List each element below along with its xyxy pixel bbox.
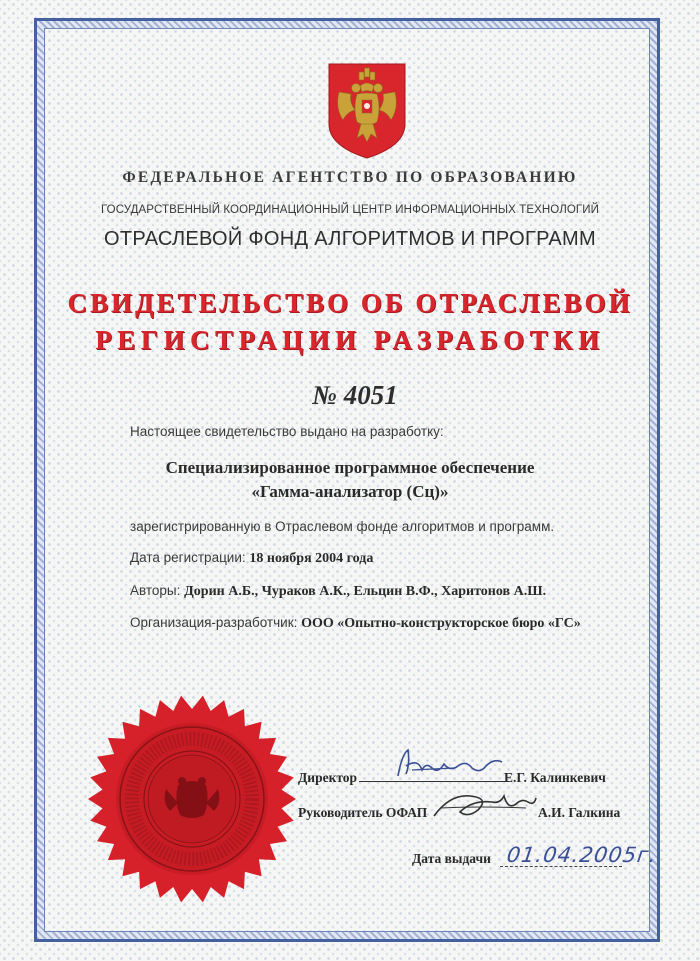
software-name-line2: «Гамма-анализатор (Сц)» [251, 482, 449, 501]
coat-of-arms-icon [327, 62, 407, 160]
registration-date-label: Дата регистрации: [130, 550, 246, 565]
director-name: Е.Г. Калинкевич [504, 770, 606, 785]
authors-label: Авторы: [130, 583, 181, 598]
organization-row [130, 615, 581, 632]
authors-value: Дорин А.Б., Чураков А.К., Ельцин В.Ф., Харитонов А.Ш. [184, 584, 547, 599]
registration-date-row [130, 550, 373, 567]
organization-label: Организация-разработчик: [130, 615, 298, 630]
director-signature-line [359, 771, 509, 782]
head-label: Руководитель ОФАП [298, 805, 428, 820]
certificate-title-line1: СВИДЕТЕЛЬСТВО ОБ ОТРАСЛЕВОЙ [67, 288, 633, 318]
head-row [298, 805, 427, 821]
center-title: ГОСУДАРСТВЕННЫЙ КООРДИНАЦИОННЫЙ ЦЕНТР ИНФОРМАЦИОННЫХ ТЕХНОЛОГИЙ [101, 204, 599, 216]
registered-statement: зарегистрированную в Отраслевом фонде алгоритмов и программ. [130, 519, 555, 534]
software-name-line1: Специализированное программное обеспечение [165, 458, 535, 477]
director-row [298, 770, 511, 786]
director-label: Директор [298, 770, 358, 785]
registration-date-value: 18 ноября 2004 года [249, 551, 374, 566]
organization-value: ООО «Опытно-конструкторское бюро «ГС» [301, 616, 581, 631]
head-name: А.И. Галкина [538, 805, 621, 820]
certificate-number: № 4051 [312, 380, 398, 410]
certificate-title-line2: РЕГИСТРАЦИИ РАЗРАБОТКИ [95, 325, 605, 355]
head-signature-icon [430, 786, 540, 822]
agency-title: ФЕДЕРАЛЬНОЕ АГЕНТСТВО ПО ОБРАЗОВАНИЮ [122, 169, 578, 186]
fund-title: ОТРАСЛЕВОЙ ФОНД АЛГОРИТМОВ И ПРОГРАММ [104, 228, 596, 250]
issue-date-value: 01.04.2005г. [505, 843, 659, 867]
issue-date-label: Дата выдачи [412, 851, 491, 866]
authors-row [130, 583, 546, 600]
red-seal-icon [86, 693, 298, 905]
issue-date-line [500, 866, 622, 867]
issued-statement: Настоящее свидетельство выдано на разработку: [130, 424, 444, 439]
